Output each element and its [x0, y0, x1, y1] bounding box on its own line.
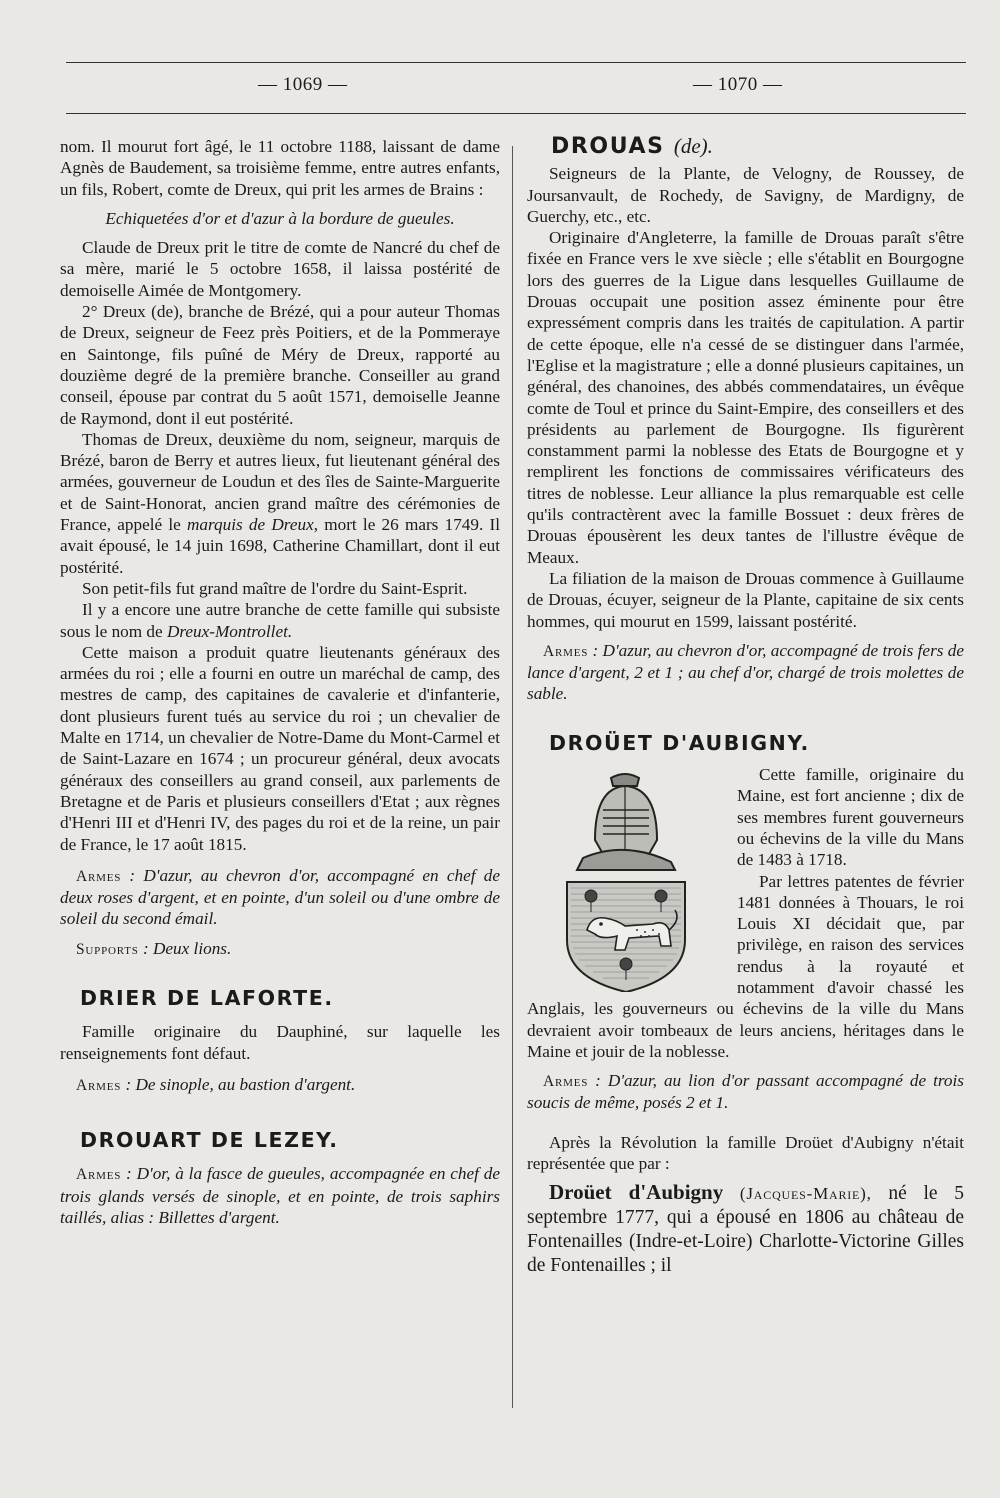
header-rule-bottom — [66, 113, 966, 114]
right-column — [527, 136, 964, 1278]
drouet-section — [527, 764, 964, 1062]
paragraph: Cette famille, originaire du Maine, est fort ancienne ; dix de ses membres furent gouverneurs ou échevins de la ville du Mans de 1483 à 1718. — [737, 765, 964, 870]
arms-drouas: Armes : D'azur, au chevron d'or, accompagné de trois fers de lance d'argent, 2 et 1 ; au chef d'or, chargé de trois molettes de sable. — [527, 640, 964, 704]
page-number-left: — 1069 — — [258, 74, 348, 95]
heading-drouas: DROUAS (de). — [551, 134, 713, 159]
heading-drouart: DROUART DE LEZEY. — [80, 1128, 339, 1153]
paragraph: La filiation de la maison de Drouas commence à Guillaume de Drouas, écuyer, seigneur de la Plante, capitaine de six cents hommes, qui mourut en 1599, laissant postérité. — [527, 568, 964, 631]
paragraph: Par lettres patentes de février 1481 données à Thouars, le roi Louis XI décidait que, par privilège, en raison des services rendus à la royauté et notamment d'avoir chassé les Anglais, les gouverneurs ou échevins de la ville du Mans devraient avoir tombeaux de leurs anciens, héritages dans le Maine et jouir de la noblesse. — [527, 871, 964, 1061]
arms-drouart: Armes : D'or, à la fasce de gueules, accompagnée en chef de trois glands versés de sinople, et en pointe, de trois saphirs taillés, alias : Billettes d'argent. — [60, 1164, 500, 1228]
paragraph: nom. Il mourut fort âgé, le 11 octobre 1188, laissant de dame Agnès de Baudement, sa troisième femme, entre autres enfants, un fils, Robert, comte de Dreux, qui prit les armes de Brains : — [60, 137, 500, 199]
arms-brains: Echiquetées d'or et d'azur à la bordure de gueules. — [105, 208, 455, 228]
arms-drouet: Armes : D'azur, au lion d'or passant accompagné de trois soucis de même, posés 2 et 1. — [527, 1071, 964, 1113]
page-number-right: — 1070 — — [693, 74, 783, 95]
paragraph: 2° Dreux (de), branche de Brézé, qui a pour auteur Thomas de Dreux, seigneur de Feez près Poitiers, et de la Pommeraye en Saintonge, fils puîné de Méry de Dreux, rapporté au douzième degré de la première branche. Conseiller au grand conseil, épouse par contrat du 5 août 1571, demoiselle Jeanne de Raymond, dont il eut postérité. — [60, 302, 500, 428]
left-column — [60, 136, 500, 1228]
arms-drier: Armes : De sinople, au bastion d'argent. — [76, 1074, 356, 1094]
paragraph: Cette maison a produit quatre lieutenants généraux des armées du roi ; elle a fourni en outre un maréchal de camp, des mestres de camp, des capitaines de cavalerie et d'infanterie, dont plusieurs furent tués au service du roi ; un chevalier de Malte en 1714, un chevalier de Notre-Dame du Mont-Carmel et de Saint-Lazare en 1674 ; un procureur général, deux avocats généraux des conseillers au grand conseil, aux parlements de Bretagne et de Paris et plusieurs conseillers d'Etat ; aux règnes d'Henri III et d'Henri IV, des pages du roi et de la reine, un pair de France, le 17 août 1815. — [60, 642, 500, 854]
paragraph: Famille originaire du Dauphiné, sur laquelle les renseignements font défaut. — [60, 1022, 500, 1063]
heading-drier: DRIER DE LAFORTE. — [80, 985, 334, 1010]
paragraph: Son petit-fils fut grand maître de l'ordre du Saint-Esprit. — [82, 578, 468, 598]
paragraph: Thomas de Dreux, deuxième du nom, seigneur, marquis de Brézé, baron de Berry et autres lieux, fut lieutenant général des armées, gouverneur de Loudun et des îles de Sainte-Marguerite et de Saint-Honorat, ancien grand maître des cérémonies de France, appelé le marquis de Dreux, mort le 26 mars 1749. Il avait épousé, le 14 juin 1698, Catherine Chamillart, dont il eut postérité. — [60, 429, 500, 577]
heading-drouet: DROÜET D'AUBIGNY. — [549, 730, 810, 755]
paragraph: Originaire d'Angleterre, la famille de Drouas paraît s'être fixée en France vers le xve siècle ; elle s'établit en Bourgogne lors des guerres de la Ligue dans lesquelles Guillaume de Drouas occupait une position assez éminente pour être expressément compris dans les traités de capitulation. A partir de cette époque, elle n'a cessé de se distinguer dans l'armée, l'Eglise et la magistrature ; elle a donné plusieurs capitaines, un général, des chanoines, des abbés commendataires, un évêque comte de Toul et prince du Saint-Empire, des conseillers et des présidents au parlement de Bourgogne. Ils figurèrent constamment parmi la noblesse des Etats de Bourgogne et y remplirent les fonctions de commissaires vérificateurs des titres de noblesse. Leur alliance la plus remarquable est celle qu'ils contractèrent avec la famille Bossuet : deux frères de Drouas épousèrent les deux tantes de l'illustre évêque de Meaux. — [527, 228, 964, 567]
paragraph: Claude de Dreux prit le titre de comte de Nancré du chef de sa mère, marié le 5 octobre 1658, il laissa postérité de demoiselle Aimée de Montgomery. — [60, 238, 500, 300]
coat-of-arms-lion-icon — [525, 770, 727, 992]
paragraph: Après la Révolution la famille Droüet d'Aubigny n'était représentée que par : — [527, 1132, 964, 1174]
header-rule-top — [66, 62, 966, 63]
coat-of-arms-figure — [525, 770, 727, 992]
column-divider — [512, 146, 513, 1408]
entry-jacques-marie: Droüet d'Aubigny (Jacques-Marie), né le 5 septembre 1777, qui a épousé en 1806 au château de Fontenailles (Indre-et-Loire) Charlotte-Victorine Gilles de Fontenailles ; il — [527, 1180, 965, 1277]
helmet-icon — [577, 774, 675, 870]
paragraph: Seigneurs de la Plante, de Velogny, de Roussey, de Joursanvault, de Rochedy, de Savigny, de Mardigny, de Guerchy, etc., etc. — [527, 164, 964, 226]
arms-dreux: Armes : D'azur, au chevron d'or, accompagné en chef de deux roses d'argent, et en pointe, d'un soleil ou d'une ombre de soleil du second émail. — [60, 865, 500, 929]
supports: Supports : Deux lions. — [76, 938, 232, 958]
paragraph: Il y a encore une autre branche de cette famille qui subsiste sous le nom de Dreux-Montrollet. — [60, 600, 500, 641]
